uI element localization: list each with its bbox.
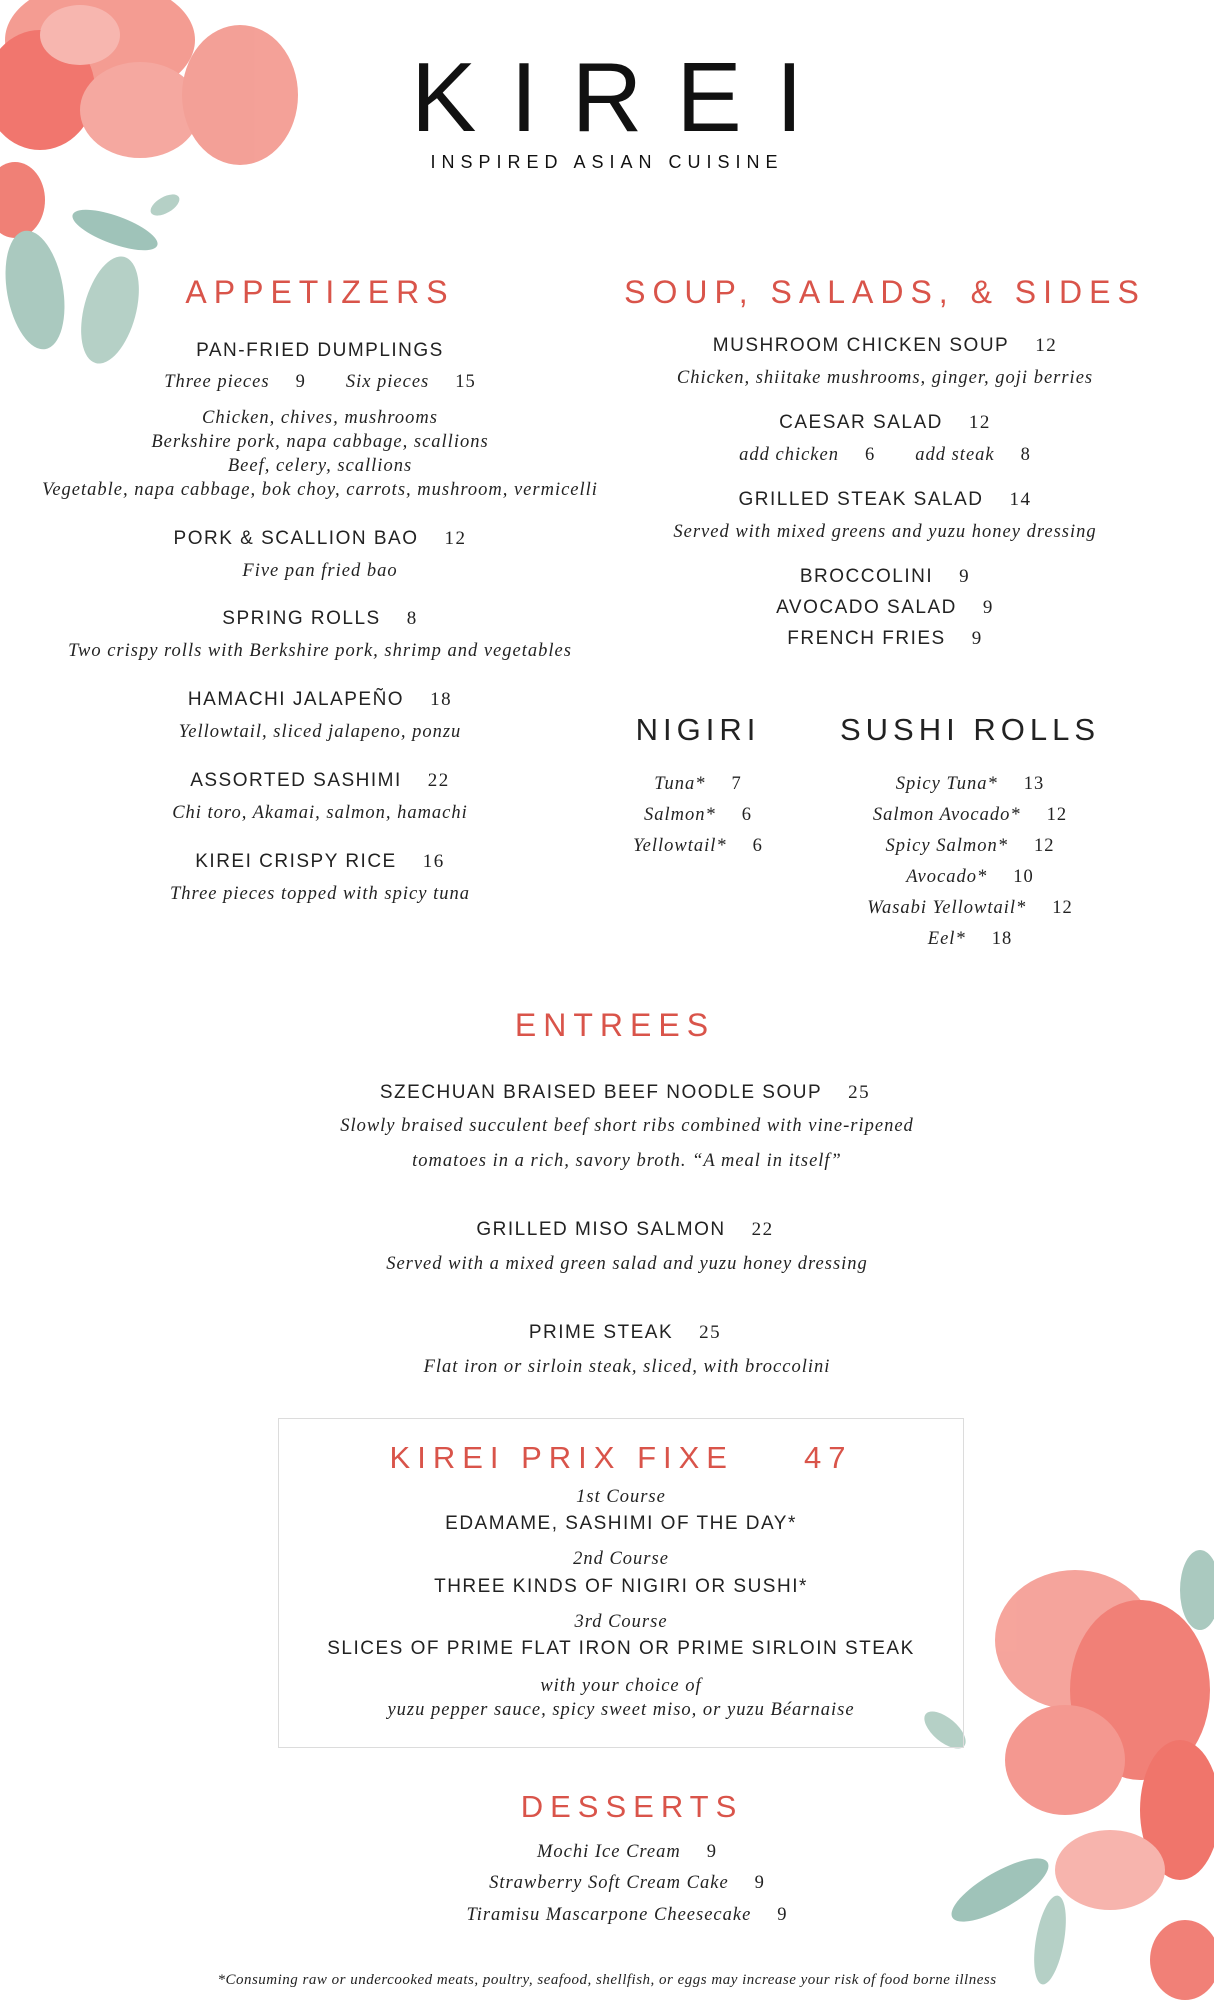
restaurant-tagline: INSPIRED ASIAN CUISINE — [430, 152, 784, 172]
nigiri-item: Salmon* 6 — [644, 805, 752, 825]
roll-item: Eel* 18 — [927, 929, 1013, 949]
dumpling-options — [30, 372, 610, 393]
nigiri-heading: NIGIRI — [635, 712, 761, 747]
option-price: 9 — [295, 372, 306, 392]
restaurant-logo: KIREI — [411, 42, 837, 152]
prix-fixe-heading: KIREI PRIX FIXE 47 — [389, 1440, 853, 1475]
menu-item-name: KIREI CRISPY RICE 16 — [195, 851, 445, 872]
roll-item: Spicy Tuna* 13 — [895, 774, 1045, 794]
soups-heading: SOUP, SALADS, & SIDES — [624, 274, 1146, 310]
menu-item-description: Two crispy rolls with Berkshire pork, shrimp and vegetables — [68, 641, 572, 661]
nigiri-item: Yellowtail* 6 — [633, 836, 763, 856]
side-item: FRENCH FRIES 9 — [787, 628, 983, 649]
course-label: 1st Course — [576, 1487, 666, 1507]
dumpling-fillings — [30, 406, 610, 502]
dessert-item: Tiramisu Mascarpone Cheesecake 9 — [466, 1905, 788, 1925]
side-item: AVOCADO SALAD 9 — [776, 597, 994, 618]
dessert-item: Strawberry Soft Cream Cake 9 — [489, 1873, 765, 1893]
roll-item: Avocado* 10 — [906, 867, 1034, 887]
entrees-heading: ENTREES — [514, 1007, 716, 1043]
filling-line: Beef, celery, scallions — [227, 456, 413, 476]
desserts-heading: DESSERTS — [520, 1789, 744, 1824]
menu-item-name: MUSHROOM CHICKEN SOUP 12 — [712, 335, 1058, 356]
filling-line: Berkshire pork, napa cabbage, scallions — [151, 432, 489, 452]
menu-item-description: Chi toro, Akamai, salmon, hamachi — [172, 803, 468, 823]
prix-fixe-price: 47 — [803, 1440, 853, 1475]
course-description: THREE KINDS OF NIGIRI OR SUSHI* — [434, 1576, 808, 1597]
caesar-addons: add chicken 6 add steak 8 — [739, 445, 1031, 465]
appetizers-heading: APPETIZERS — [185, 274, 455, 310]
menu-item-description: Served with a mixed green salad and yuzu honey dressing — [386, 1254, 868, 1274]
side-item: BROCCOLINI 9 — [799, 566, 971, 587]
menu-item-name: HAMACHI JALAPEÑO 18 — [187, 689, 453, 710]
option-label: Six pieces — [345, 372, 430, 392]
sauce-choice: with your choice of — [540, 1676, 702, 1696]
nigiri-item: Tuna* 7 — [654, 774, 742, 794]
menu-item-name: SZECHUAN BRAISED BEEF NOODLE SOUP 25 — [379, 1082, 871, 1103]
course-label: 2nd Course — [573, 1549, 669, 1569]
course-description: SLICES OF PRIME FLAT IRON OR PRIME SIRLOIN STEAK — [327, 1638, 915, 1659]
menu-item-name: PRIME STEAK 25 — [528, 1322, 722, 1343]
food-safety-disclaimer: *Consuming raw or undercooked meats, poultry, seafood, shellfish, or eggs may increase your risk of food borne illness — [217, 1972, 997, 1988]
sushi-rolls-heading: SUSHI ROLLS — [839, 712, 1100, 747]
roll-item: Salmon Avocado* 12 — [872, 805, 1068, 825]
menu-item-name: CAESAR SALAD 12 — [779, 412, 991, 433]
menu-item-description: tomatoes in a rich, savory broth. “A meal in itself” — [412, 1151, 842, 1171]
menu-item-name: PORK & SCALLION BAO 12 — [173, 528, 467, 549]
option-price: 15 — [455, 372, 476, 392]
menu-item-description: Five pan fried bao — [242, 561, 398, 581]
dessert-item: Mochi Ice Cream 9 — [536, 1842, 718, 1862]
menu-item-name: PAN-FRIED DUMPLINGS — [196, 340, 444, 361]
menu-item-description: Slowly braised succulent beef short ribs combined with vine-ripened — [340, 1116, 914, 1136]
filling-line: Chicken, chives, mushrooms — [202, 408, 438, 428]
menu-item-description: Yellowtail, sliced jalapeno, ponzu — [178, 722, 462, 742]
menu-item-description: Flat iron or sirloin steak, sliced, with broccolini — [423, 1357, 831, 1377]
menu-item-description: Chicken, shiitake mushrooms, ginger, goji berries — [676, 368, 1094, 388]
menu-item-name: SPRING ROLLS 8 — [222, 608, 418, 629]
menu-item-name: GRILLED MISO SALMON 22 — [476, 1219, 774, 1240]
sauce-choice: yuzu pepper sauce, spicy sweet miso, or yuzu Béarnaise — [387, 1700, 855, 1720]
course-description: EDAMAME, SASHIMI OF THE DAY* — [445, 1513, 797, 1534]
filling-line: Vegetable, napa cabbage, bok choy, carrots, mushroom, vermicelli — [42, 480, 598, 500]
menu-item-name: ASSORTED SASHIMI 22 — [190, 770, 450, 791]
course-label: 3rd Course — [574, 1612, 668, 1632]
option-label: Three pieces — [164, 372, 270, 392]
menu-item-name: GRILLED STEAK SALAD 14 — [738, 489, 1032, 510]
menu-item-description: Served with mixed greens and yuzu honey dressing — [673, 522, 1097, 542]
roll-item: Wasabi Yellowtail* 12 — [867, 898, 1073, 918]
roll-item: Spicy Salmon* 12 — [885, 836, 1055, 856]
menu-item-description: Three pieces topped with spicy tuna — [170, 884, 470, 904]
